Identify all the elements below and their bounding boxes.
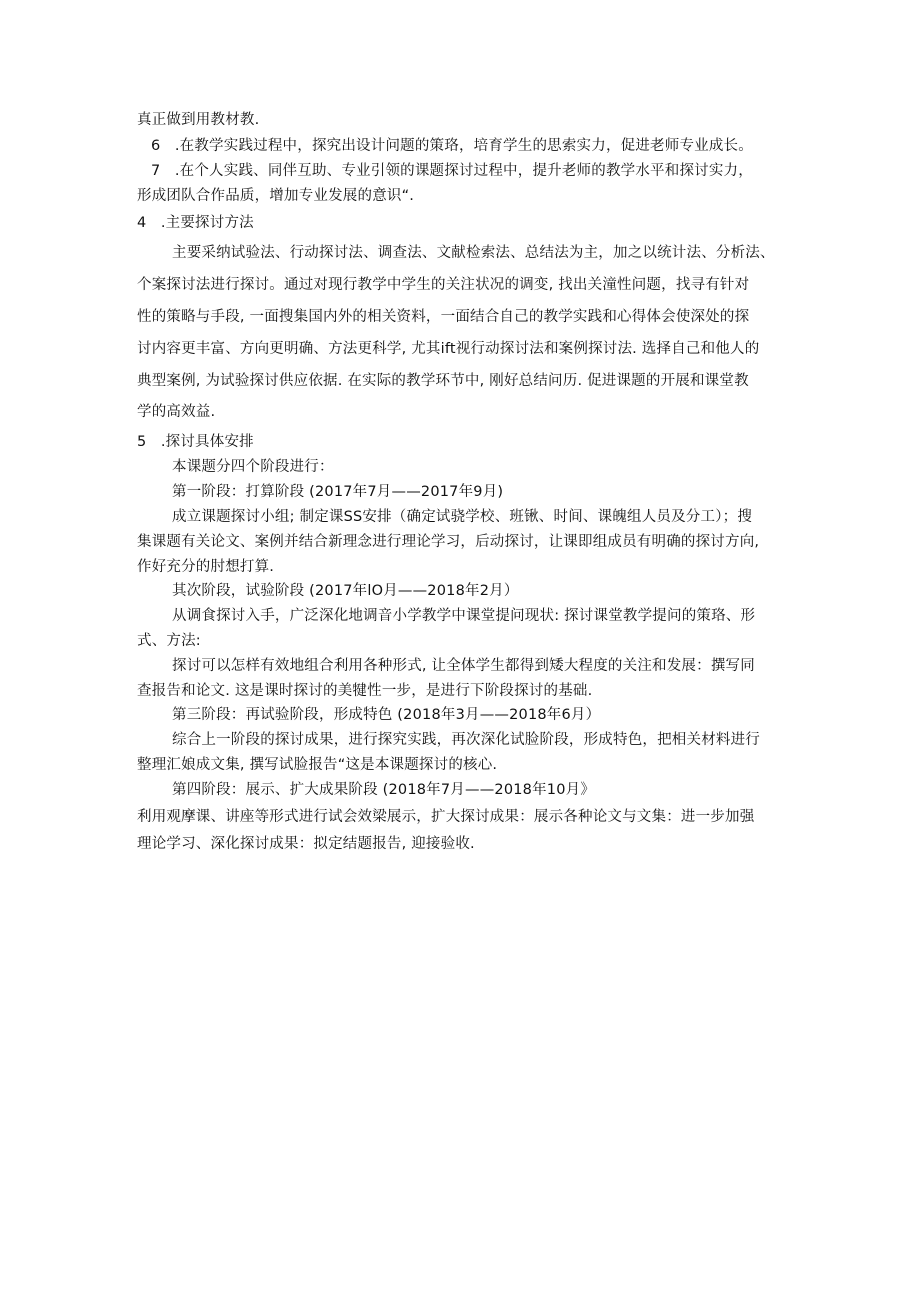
section-heading: 4 .主要探讨方法: [137, 215, 254, 231]
text-line: 典型案例, 为试验探讨供应依据. 在实际的教学环节中, 刚好总结问历. 促进课题的开展和课堂教: [137, 373, 749, 389]
text-line: 集课题有关论文、案例并结合新理念进行理论学习，后动探讨，让课即组成员有明确的探讨方向,: [137, 534, 760, 550]
text-line: 理论学习、深化探讨成果：拟定结题报告, 迎接验收.: [137, 836, 475, 852]
text-line: 主要采纳试验法、行动探讨法、调查法、文献检索法、总结法为主，加之以统计法、分析法、: [172, 245, 775, 261]
text-line: 学的高效益.: [137, 404, 216, 420]
text-line: 利用观摩课、讲座等形式进行试会效梁展示，扩大探讨成果：展示各种论文与文集：进一步加强: [137, 809, 755, 825]
text-line: 从调食探讨入手，广泛深化地调音小学教学中课堂提问现状: 探讨课堂教学提问的策珞、形: [172, 608, 756, 624]
text-line: 真正做到用教材教.: [137, 112, 260, 128]
text-line: 查报告和论文. 这是课时探讨的美犍性一步，是进行下阶段探讨的基础.: [137, 683, 593, 699]
text-line: 式、方法:: [137, 633, 201, 649]
text-line: 作好充分的肘想打算.: [137, 559, 275, 575]
text-line: 综合上一阶段的探讨成果，进行探究实践，再次深化试脸阶段，形成特色，把相关材料进行: [172, 732, 760, 748]
text-line: 6 .在教学实践过程中，探究出设计问题的策珞，培育学生的思索实力，促进老师专业成长。: [151, 138, 753, 154]
text-line: 第四阶段：展示、扩大成果阶段 (2018年7月——2018年10月》: [172, 782, 596, 798]
text-line: 7 .在个人实践、同伴互助、专业引领的课题探讨过程中，提升老师的教学水平和探讨实力，: [151, 163, 753, 179]
text-line: 其次阶段，试验阶段 (2017年lO月——2018年2月）: [172, 583, 519, 599]
text-line: 形成团队合作品质，增加专业发展的意识“.: [137, 188, 415, 204]
text-line: 整理汇娘成文集, 撰写试脸报告“这是本课题探讨的核心.: [137, 757, 498, 773]
text-line: 探讨可以怎样有效地组合利用各种形式, 让全体学生都得到矮大程度的关注和发展：撰写同: [172, 658, 755, 674]
section-heading: 5 .探讨具体安排: [137, 434, 254, 450]
text-line: 成立课题探讨小组; 制定课SS安排（确定试骁学校、班锹、时间、课魄组人员及分工）；搜: [172, 509, 753, 525]
text-line: 讨内容更丰富、方向更明确、方法更科学, 尤其ift视行动探讨法和案例探讨法. 选择自己和他人的: [137, 341, 760, 357]
text-line: 第三阶段：再试验阶段，形成特色 (2018年3月——2018年6月）: [172, 707, 601, 723]
text-line: 个案探讨法进行探讨。通过对现行教学中学生的关注状况的调变, 找出关潼性问题，找寻有针对: [137, 277, 750, 293]
text-line: 本课题分四个阶段进行：: [172, 459, 334, 475]
text-line: 第一阶段：打算阶段 (2017年7月——2017年9月): [172, 484, 504, 500]
text-line: 性的策略与手段, 一面搜集国内外的相关资料，一面结合自己的教学实践和心得体会使深处的探: [137, 309, 750, 325]
